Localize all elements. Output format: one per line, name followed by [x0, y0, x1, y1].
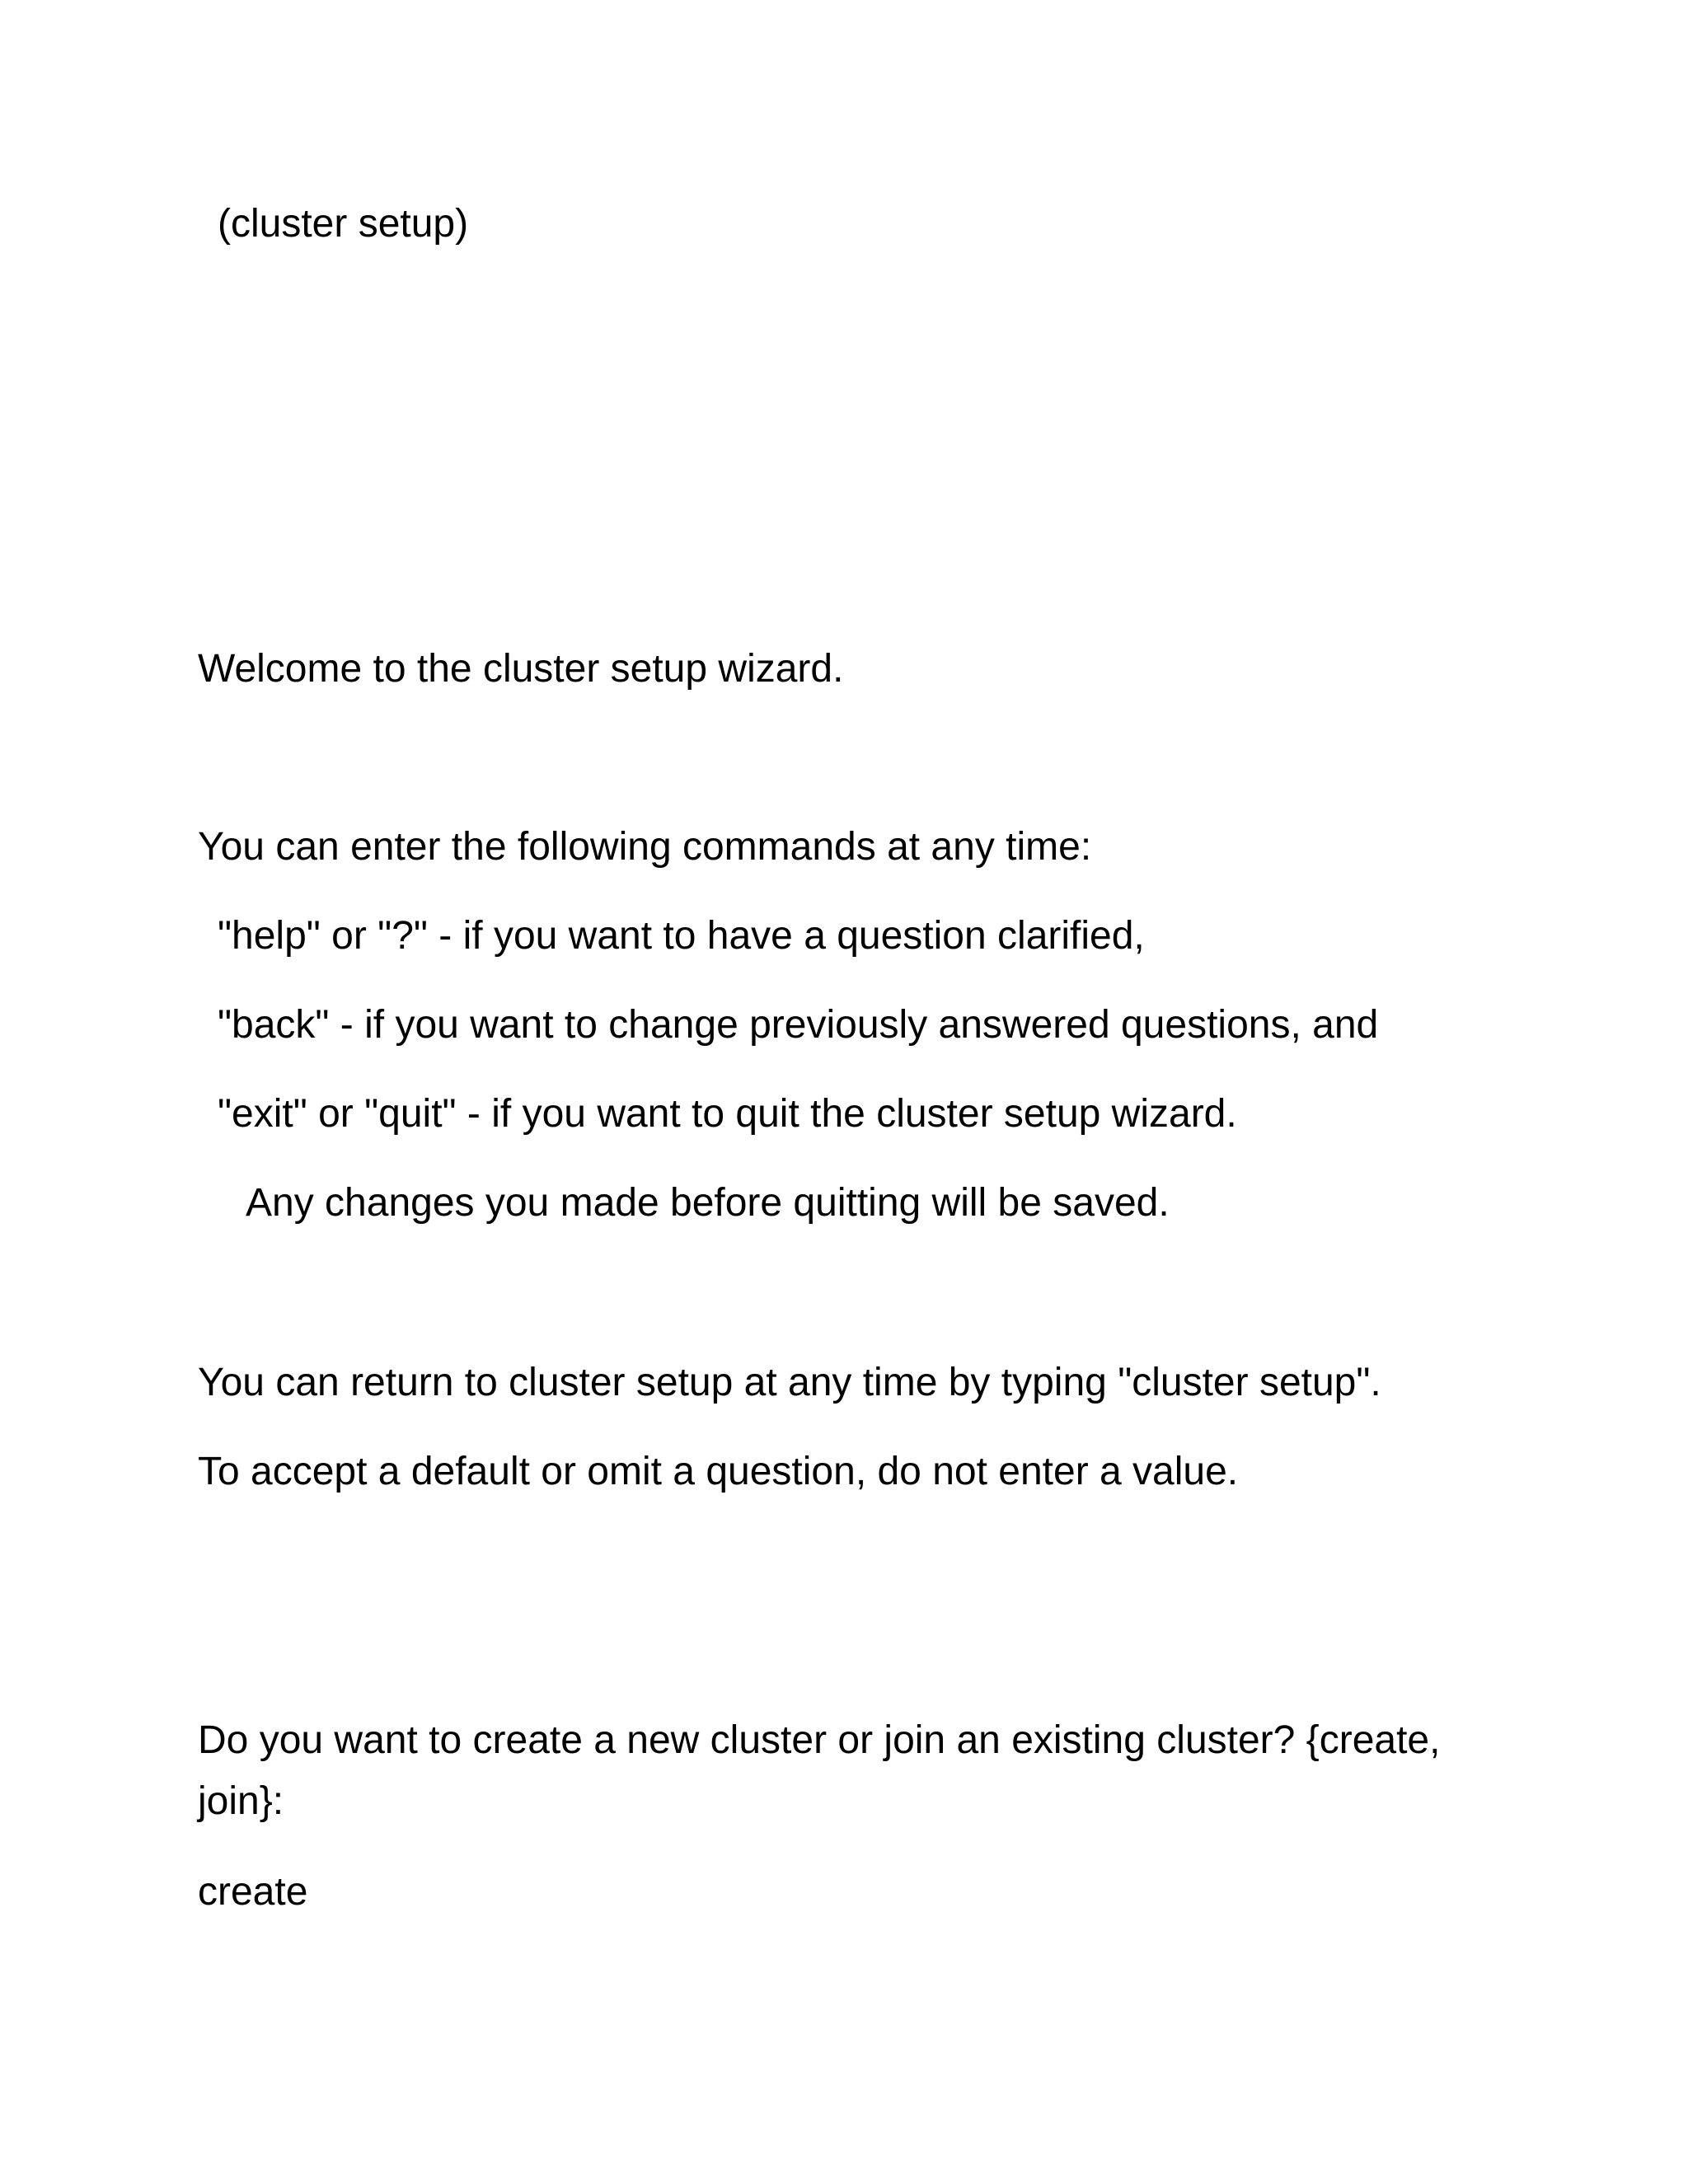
command-help-line: "help" or "?" - if you want to have a question clarified, [218, 914, 1145, 958]
create-or-join-question-continued: join}: [198, 1779, 284, 1823]
command-exit-line: "exit" or "quit" - if you want to quit the cluster setup wizard. [218, 1092, 1237, 1136]
return-note: You can return to cluster setup at any time by typing "cluster setup". [198, 1361, 1381, 1404]
prompt-answer: create [198, 1870, 308, 1914]
cluster-setup-heading: (cluster setup) [218, 202, 469, 246]
command-back-line: "back" - if you want to change previously answered questions, and [218, 1003, 1379, 1047]
accept-default-note: To accept a default or omit a question, do not enter a value. [198, 1450, 1239, 1493]
welcome-message: Welcome to the cluster setup wizard. [198, 647, 844, 691]
command-exit-note: Any changes you made before quitting will be saved. [246, 1181, 1170, 1225]
commands-intro: You can enter the following commands at any time: [198, 825, 1092, 869]
create-or-join-question: Do you want to create a new cluster or join an existing cluster? {create, [198, 1718, 1441, 1762]
